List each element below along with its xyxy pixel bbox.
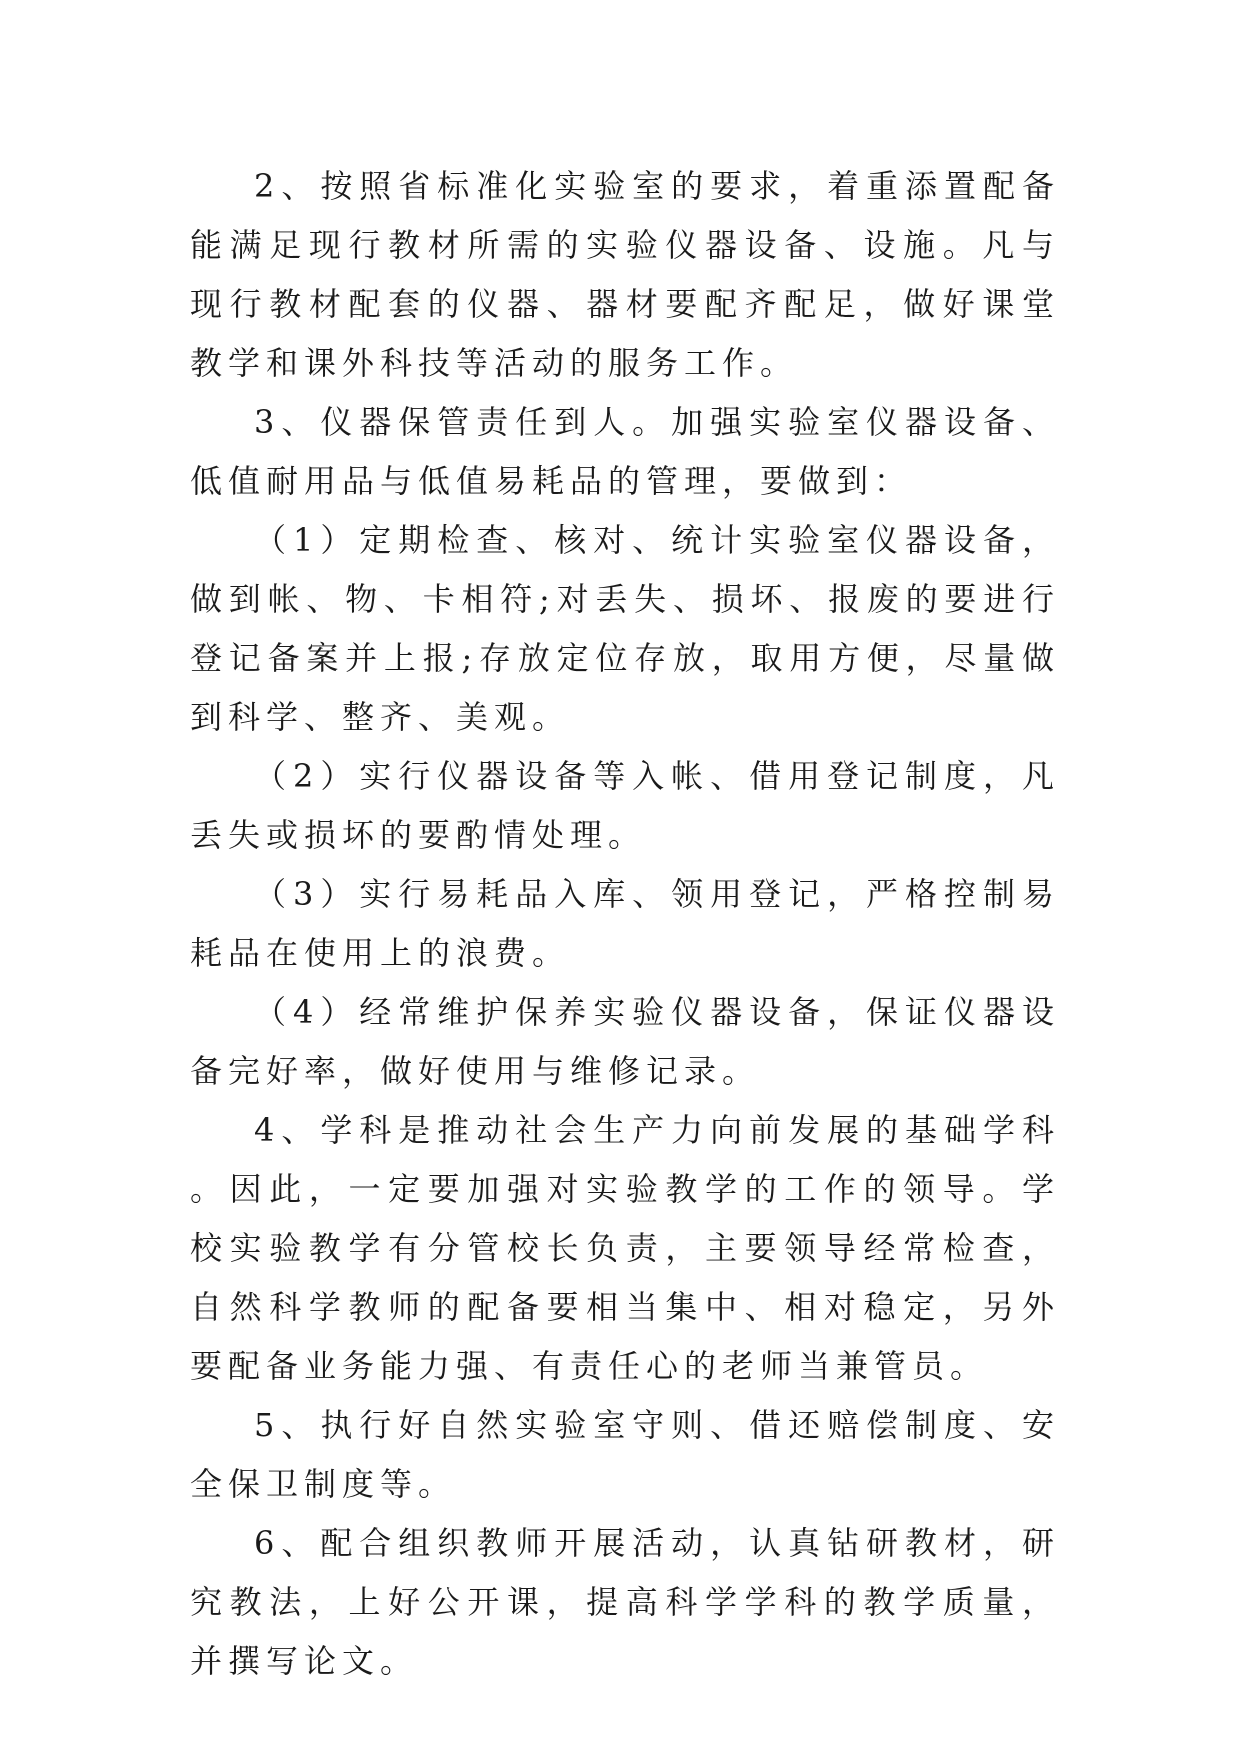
paragraph-item-6: 6、配合组织教师开展活动，认真钻研教材，研究教法，上好公开课，提高科学学科的教学质量，并撰写论文。 (190, 1524, 1060, 1680)
paragraph-subitem-1: （1）定期检查、核对、统计实验室仪器设备，做到帐、物、卡相符;对丢失、损坏、报废的要进行登记备案并上报;存放定位存放，取用方便，尽量做到科学、整齐、美观。 (190, 521, 1060, 736)
document-body (190, 157, 1060, 1691)
paragraph-item-4: 4、学科是推动社会生产力向前发展的基础学科。因此，一定要加强对实验教学的工作的领导。学校实验教学有分管校长负责，主要领导经常检查，自然科学教师的配备要相当集中、相对稳定，另外要配备业务能力强、有责任心的老师当兼管员。 (190, 1111, 1060, 1385)
paragraph-item-3: 3、仪器保管责任到人。加强实验室仪器设备、低值耐用品与低值易耗品的管理，要做到： (190, 403, 1060, 500)
paragraph-item-2: 2、按照省标准化实验室的要求，着重添置配备能满足现行教材所需的实验仪器设备、设施。凡与现行教材配套的仪器、器材要配齐配足，做好课堂教学和课外科技等活动的服务工作。 (190, 167, 1060, 382)
paragraph-subitem-2: （2）实行仪器设备等入帐、借用登记制度，凡丢失或损坏的要酌情处理。 (190, 757, 1060, 854)
paragraph-subitem-3: （3）实行易耗品入库、领用登记，严格控制易耗品在使用上的浪费。 (190, 875, 1060, 972)
paragraph-item-5: 5、执行好自然实验室守则、借还赔偿制度、安全保卫制度等。 (190, 1406, 1060, 1503)
paragraph-subitem-4: （4）经常维护保养实验仪器设备，保证仪器设备完好率，做好使用与维修记录。 (190, 993, 1060, 1090)
